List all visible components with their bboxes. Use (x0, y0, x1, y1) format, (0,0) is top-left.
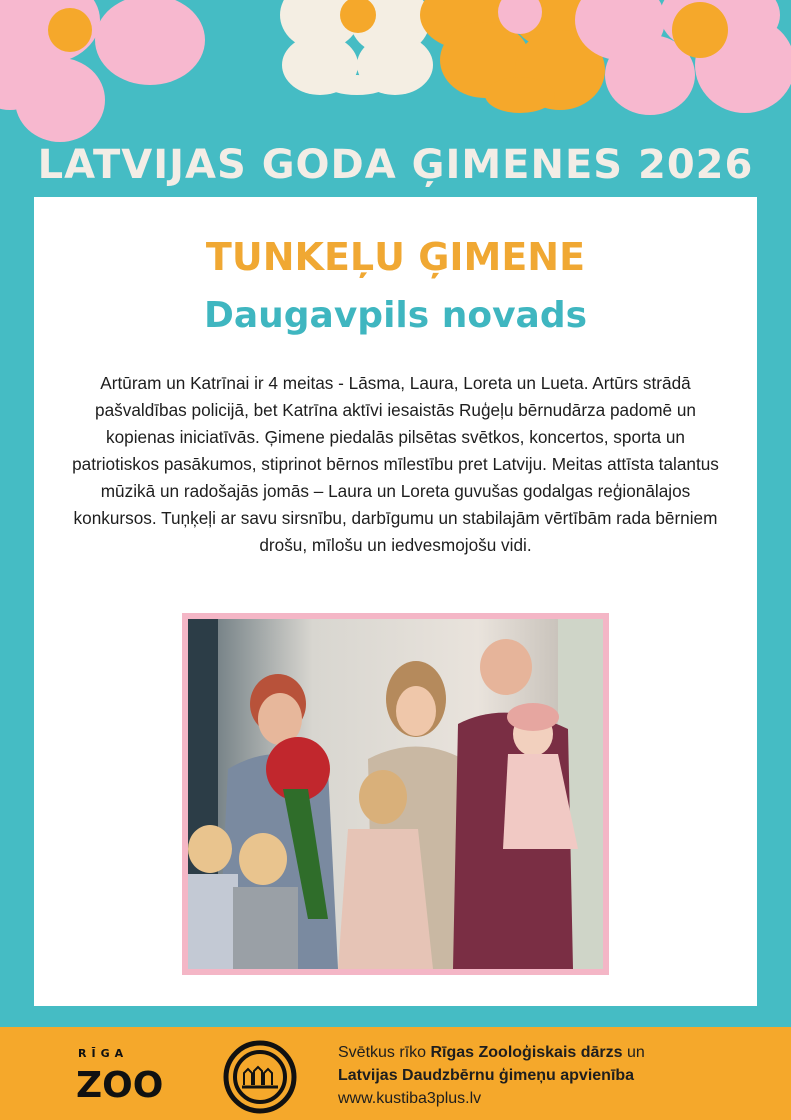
footer-line1-prefix: Svētkus rīko (338, 1044, 431, 1061)
logo-riga-text: RĪGA (78, 1047, 129, 1060)
family-name: TUNKEĻU ĢIMENE (205, 235, 586, 279)
footer-line1-bold: Rīgas Zooloģiskais dārzs (430, 1044, 623, 1061)
logo-zoo-text: ZOO (76, 1065, 164, 1106)
region-name: Daugavpils novads (203, 295, 588, 336)
footer-organizers (338, 1041, 645, 1110)
page-title: LATVIJAS GODA ĢIMENES 2026 (37, 142, 754, 188)
kustiba-3plus-logo (220, 1037, 300, 1117)
family-photo-frame (182, 613, 609, 975)
family-photo (188, 619, 603, 969)
footer (0, 1027, 791, 1120)
flower-decoration (0, 0, 791, 150)
footer-website-link[interactable]: www.kustiba3plus.lv (338, 1090, 482, 1107)
footer-line2-bold: Latvijas Daudzbērnu ģimeņu apvienība (338, 1067, 635, 1084)
family-card (34, 197, 757, 1006)
zoo-logo (76, 1061, 186, 1106)
footer-line1-suffix: un (622, 1044, 645, 1061)
family-description: Artūram un Katrīnai ir 4 meitas - Lāsma, Laura, Loreta un Lueta. Artūrs strādā pašvaldības policijā, bet Katrīna aktīvi iesaistās Ruģeļu bērnudārza padomē un kopienas iniciatīvās. Ģimene piedalās pilsētas svētkos, koncertos, sporta un patriotiskos pasākumos, stiprinot bērnos mīlestību pret Latviju. Meitas attīsta talantus mūzikā un radošajās jomās – Laura un Loreta guvušas godalgas reģionālajos konkursos. Tuņķeļi ar savu sirsnību, darbīgumu un stabilajām vērtībām rada bērniem drošu, mīlošu un iedvesmojošu vidi. (72, 373, 719, 555)
